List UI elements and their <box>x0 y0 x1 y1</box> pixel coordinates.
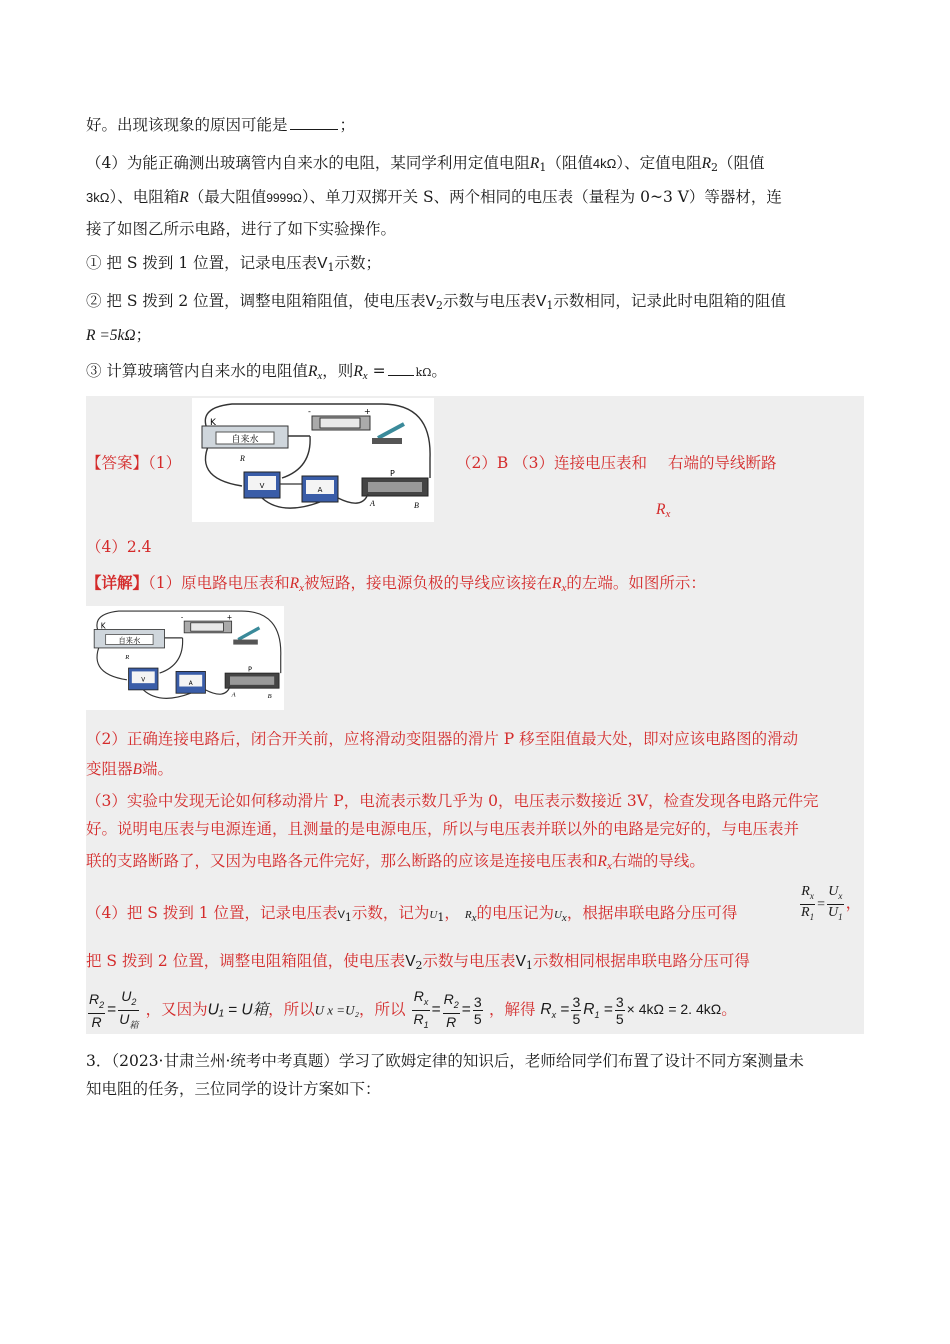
r2-symbol: R <box>701 155 712 172</box>
q-text: （阻值 <box>718 154 765 172</box>
v2-subscript: 2 <box>435 299 443 312</box>
fraction-den: R <box>91 1013 102 1030</box>
q3-line-2 <box>86 1078 381 1100</box>
voltmeter-label: V <box>259 482 265 490</box>
rx-subscript: x <box>606 860 612 872</box>
v1-symbol: V <box>515 953 526 970</box>
q3-text: 3．（2023·甘肃兰州·统考中考真题）学习了欧姆定律的知识后，老师给同学们布置了设计不同方案测量未 <box>86 1052 804 1070</box>
fraction-num: $R_x$ <box>800 884 815 905</box>
circuit-diagram <box>86 606 284 710</box>
answer-line-cont <box>456 452 777 474</box>
end-b-label: B <box>267 693 272 701</box>
rbox-symbol: R <box>179 189 189 206</box>
fraction-den: R <box>446 1013 457 1030</box>
fraction-den: 5 <box>473 1010 482 1027</box>
detail-p2-2 <box>86 758 173 781</box>
r2-value: 3kΩ <box>86 190 110 205</box>
v1-symbol: V <box>337 909 345 921</box>
detail-text: （4）把 S 拨到 1 位置，记录电压表 <box>86 904 338 922</box>
step-2-cont <box>86 324 151 347</box>
q3-text: 知电阻的任务，三位同学的设计方案如下： <box>86 1080 381 1098</box>
rx-subscript: x <box>561 582 567 594</box>
formula-r2-r: $\frac{R_2}{R}$ = $\frac{U_2}{U_箱}$ <box>86 1001 146 1018</box>
rx-float <box>656 498 670 525</box>
fraction <box>443 991 460 1030</box>
circuit-figure-answer <box>192 398 434 522</box>
voltmeter-label: V <box>141 677 146 684</box>
v2-symbol: V <box>425 293 436 310</box>
plus-label: + <box>364 407 371 416</box>
q-line-1 <box>86 114 355 136</box>
detail-text: 把 S 拨到 2 位置，调整电阻箱阻值，使电压表 <box>86 952 406 970</box>
rx-label: R <box>125 653 130 661</box>
detail-label: 【详解】 <box>86 573 149 592</box>
rx-symbol: R <box>289 575 300 592</box>
r1-value: 4kΩ <box>592 156 617 171</box>
answer-text: 右端的导线断路 <box>667 454 777 472</box>
detail-p3-3 <box>86 850 705 877</box>
q3-line-1 <box>86 1050 804 1072</box>
r1-symbol: R <box>529 155 540 172</box>
answer-text: （1） <box>148 454 182 472</box>
detail-text: （3）实验中发现无论如何移动滑片 P，电流表示数几乎为 0，电压表示数接近 3V，检查发现各电路元件完 <box>86 792 819 810</box>
q-text: ； <box>339 116 356 134</box>
answer-blank <box>290 115 338 130</box>
formula-ratio: $\frac{R_x}{R_1}$ = $\frac{R_2}{R}$ = $\frac{3}{5}$ <box>410 1001 489 1018</box>
slider-p-label: P <box>248 665 252 674</box>
rx-subscript: x <box>471 912 477 924</box>
solve-mid: × 4kΩ <box>626 1001 664 1018</box>
q4-line-3 <box>86 218 396 240</box>
end-b: B <box>132 761 142 778</box>
water-label: 自来水 <box>118 635 141 645</box>
formula-u1-ubox: U₁ = U箱 <box>207 1001 269 1019</box>
u1-symbol: U <box>429 909 438 921</box>
fraction-den: $U_箱$ <box>119 1010 139 1030</box>
q-text: = <box>367 362 386 380</box>
ammeter-label: A <box>188 680 193 687</box>
r1-subscript: 1 <box>539 161 547 174</box>
fraction-num: $U_x$ <box>827 884 844 905</box>
u1-subscript: 1 <box>437 911 445 924</box>
fraction <box>88 991 105 1030</box>
detail-text: 示数与电压表 <box>422 952 516 970</box>
fraction-den: 5 <box>572 1010 581 1027</box>
rx-symbol: R <box>656 501 666 518</box>
q-text: 。 <box>431 362 447 380</box>
detail-text: ，解得 <box>488 1000 536 1019</box>
q-text: ② 把 S 拨到 2 位置，调整电阻箱阻值，使电压表 <box>86 292 426 310</box>
q-text: 示数； <box>334 254 381 272</box>
fraction-den: $R_1$ <box>801 904 815 922</box>
v2-subscript: 2 <box>415 959 423 972</box>
detail-text: 好。说明电压表与电源连通，且测量的是电源电压，所以与电压表并联以外的电路是完好的，与电压表并 <box>86 820 800 838</box>
fraction <box>412 988 429 1033</box>
answer-blank <box>388 361 414 376</box>
rx-subscript: x <box>299 582 304 594</box>
ux-subscript: x <box>561 912 567 924</box>
detail-text: 端。 <box>141 760 173 778</box>
rx-subscript: x <box>317 370 323 382</box>
q-text: （4）为能正确测出玻璃管内自来水的电阻，某同学利用定值电阻 <box>86 154 530 172</box>
fraction-den: 5 <box>615 1010 624 1027</box>
detail-p3-1 <box>86 790 819 812</box>
fraction-num: $R_x$ <box>412 988 429 1011</box>
detail-text: 的电压记为 <box>476 904 554 922</box>
step-1 <box>86 252 381 279</box>
detail-p2-1 <box>86 728 798 750</box>
detail-text: 示数，记为 <box>351 904 430 922</box>
v1-subscript: 1 <box>525 959 533 972</box>
circuit-figure-detail <box>86 606 284 710</box>
answer-text: （2）B （3）连接电压表和 <box>456 454 648 472</box>
detail-p3-2 <box>86 818 799 840</box>
rx-label: R <box>240 454 245 463</box>
detail-text: ，所以 <box>268 1000 315 1019</box>
formula-solve: $R_x$ = $\frac{3}{5}$ $R_1$ = $\frac{3}{5}$ × 4kΩ = 2. 4kΩ <box>540 993 722 1027</box>
v1-symbol: V <box>317 255 328 272</box>
q-text: ① 把 S 拨到 1 位置，记录电压表 <box>86 254 318 272</box>
q-text: ③ 计算玻璃管内自来水的电阻值 <box>86 362 308 380</box>
water-label: 自来水 <box>231 435 259 445</box>
fraction-den: $U_1$ <box>827 904 843 922</box>
solve-end: = 2. 4kΩ <box>668 1001 722 1018</box>
q-text: ）、单刀双掷开关 S、两个相同的电压表（量程为 0~3 V）等器材，连 <box>301 188 782 206</box>
q-text: ； <box>135 326 152 344</box>
detail-p4-1 <box>86 902 737 929</box>
fraction-num: $R_2$ <box>88 991 105 1014</box>
end-a-label: A <box>231 691 236 699</box>
ratio-formula-1: $\frac{R_x}{R_1}$ = $\frac{U_x}{U_1}$ ， <box>798 884 862 925</box>
fraction <box>571 994 581 1027</box>
detail-text: 被短路，接电源负极的导线应该接在 <box>304 574 553 592</box>
fraction <box>118 988 139 1033</box>
detail-text: 示数相同根据串联电路分压可得 <box>532 952 750 970</box>
rx-symbol: R <box>353 363 363 380</box>
fraction-num: $U_2$ <box>118 988 139 1011</box>
fraction-num: $R_2$ <box>443 991 460 1014</box>
answer-text: （4）2.4 <box>86 538 152 556</box>
circuit-diagram <box>192 398 434 522</box>
q-text: （最大阻值 <box>188 188 267 206</box>
minus-label: - <box>308 407 311 416</box>
fraction-den: $R_1$ <box>413 1010 429 1030</box>
q-text: ，则 <box>322 362 354 380</box>
q-text: ）、电阻箱 <box>109 188 180 206</box>
detail-text: ， <box>845 894 862 912</box>
q-text: 接了如图乙所示电路，进行了如下实验操作。 <box>86 220 397 238</box>
detail-text: 联的支路断路了，又因为电路各元件完好，那么断路的应该是连接电压表和 <box>86 852 598 870</box>
q-text: 好。出现该现象的原因可能是 <box>86 116 288 134</box>
detail-line-1 <box>86 572 706 599</box>
slider-p-label: P <box>390 469 395 478</box>
q-text: 示数相同，记录此时电阻箱的阻值 <box>553 292 786 310</box>
ammeter-label: A <box>317 486 323 494</box>
rbox-max: 9999Ω <box>266 191 302 205</box>
q4-line-1 <box>86 152 765 179</box>
k-label: K <box>100 621 106 631</box>
rx-subscript: x <box>362 370 368 382</box>
fraction-num: 3 <box>473 993 482 1010</box>
q-text: 示数与电压表 <box>442 292 536 310</box>
q-text: （阻值 <box>546 154 593 172</box>
detail-text: ，所以 <box>358 1000 406 1019</box>
rx-symbol: R <box>552 575 562 592</box>
detail-text: 变阻器 <box>86 760 133 778</box>
step-2 <box>86 290 786 317</box>
detail-text: 的左端。如图所示： <box>566 574 706 592</box>
detail-text: （1）原电路电压表和 <box>148 574 290 592</box>
rx-subscript: x <box>665 508 671 520</box>
detail-p6 <box>86 988 737 1033</box>
q4-line-2 <box>86 186 782 209</box>
answer-line <box>86 452 181 474</box>
formula-ux-u2: U x =U₂ <box>314 1002 359 1018</box>
detail-text: 右端的导线。 <box>611 852 705 870</box>
detail-text: ，根据串联电路分压可得 <box>566 904 738 922</box>
v2-symbol: V <box>405 953 416 970</box>
fraction <box>827 884 844 925</box>
r2-subscript: 2 <box>711 161 719 174</box>
plus-label: + <box>226 613 233 622</box>
v1-subscript: 1 <box>344 911 352 924</box>
detail-text: ， <box>444 904 460 922</box>
q-text: ）、定值电阻 <box>616 154 702 172</box>
rx-symbol: R <box>464 909 472 921</box>
v1-subscript: 1 <box>327 261 335 274</box>
step-3 <box>86 360 447 387</box>
minus-label: - <box>180 613 184 622</box>
fraction <box>615 994 625 1027</box>
v1-subscript: 1 <box>546 299 554 312</box>
rx-symbol: R <box>597 853 607 870</box>
end-b-label: B <box>414 501 419 510</box>
rbox-reading: R =5kΩ <box>86 327 136 344</box>
ux-symbol: U <box>553 909 562 921</box>
detail-p5 <box>86 950 750 977</box>
detail-text: （2）正确连接电路后，闭合开关前，应将滑动变阻器的滑片 P 移至阻值最大处，即对应该电路图的滑动 <box>86 730 799 748</box>
detail-text: ，又因为 <box>145 1000 208 1019</box>
fraction-num: 3 <box>615 993 624 1010</box>
fraction <box>800 884 815 925</box>
fraction <box>473 994 483 1027</box>
detail-text: 。 <box>721 1000 737 1019</box>
v1-symbol: V <box>535 293 547 310</box>
answer-part4 <box>86 536 152 558</box>
k-label: K <box>210 418 216 428</box>
end-a-label: A <box>370 499 375 508</box>
answer-label: 【答案】 <box>86 454 149 472</box>
rx-symbol: R <box>307 363 318 380</box>
fraction-num: 3 <box>572 993 581 1010</box>
unit: kΩ <box>415 366 432 379</box>
